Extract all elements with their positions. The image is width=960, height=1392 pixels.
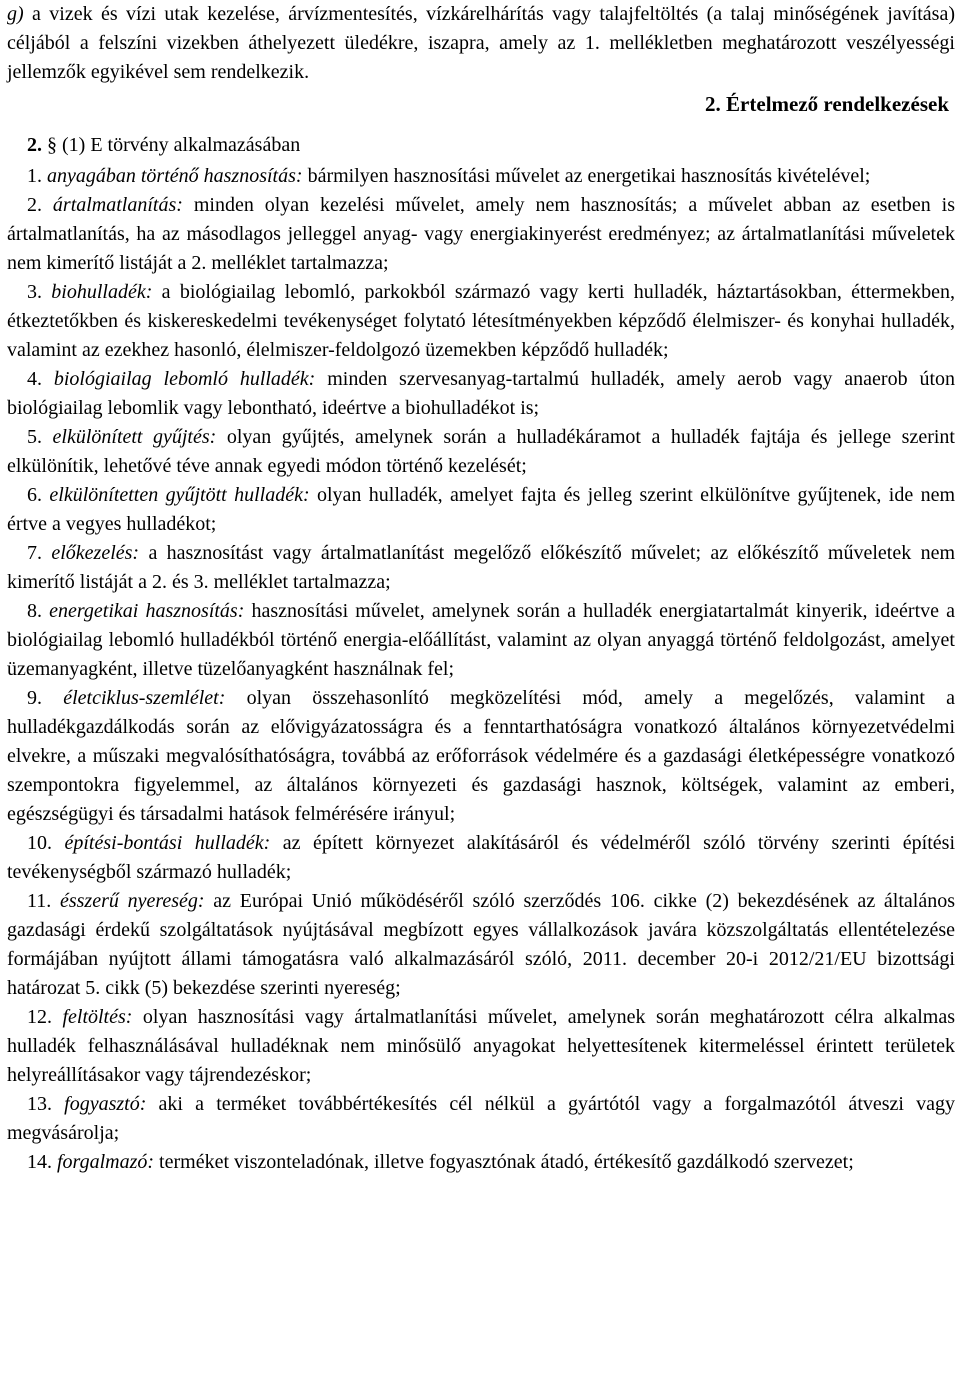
definition-term: elkülönítetten gyűjtött hulladék: bbox=[49, 484, 310, 506]
definition-term: előkezelés: bbox=[51, 542, 140, 564]
definition-item bbox=[7, 1148, 955, 1177]
section-heading bbox=[7, 131, 955, 160]
item-text: a vizek és vízi utak kezelése, árvízmentesítés, vízkárelhárítás vagy talajfeltöltés (a talaj minőségének javítása) céljából a felszíni vizekben áthelyezett üledékre, iszapra, amely az 1. mellékletben meghatározott veszélyességi jellemzők egyikével sem rendelkezik. bbox=[7, 3, 955, 83]
definition-text: a hasznosítást vagy ártalmatlanítást megelőző előkészítő művelet; az előkészítő műveletek nem kimerítő listáját a 2. és 3. melléklet tartalmazza; bbox=[7, 542, 955, 593]
definition-number: 9. bbox=[27, 687, 42, 709]
definition-item bbox=[7, 481, 955, 539]
definition-item bbox=[7, 829, 955, 887]
definition-text: aki a terméket továbbértékesítés cél nélkül a gyártótól vagy a forgalmazótól átveszi vagy megvásárolja; bbox=[7, 1093, 956, 1144]
definition-text: a biológiailag lebomló, parkokból származó vagy kerti hulladék, háztartásokban, éttermekben, étkeztetőkben és kiskereskedelmi tevékenységet folytató létesítményekben képződő élelmiszer- és konyhai hulladék, valamint az ezekhez hasonló, élelmiszer-feldolgozó üzemekben képződő hulladék; bbox=[7, 281, 955, 361]
definition-term: energetikai hasznosítás: bbox=[49, 600, 245, 622]
chapter-title: 2. Értelmező rendelkezések bbox=[705, 92, 949, 116]
definition-number: 11. bbox=[27, 890, 52, 912]
definition-number: 7. bbox=[27, 542, 42, 564]
definition-text: minden olyan kezelési művelet, amely nem hasznosítás; a művelet abban az esetben is ártalmatlanítás, ha az másodlagos jelleggel anyag- vagy energiakinyerést eredményez; az ártalmatlanítási műveletek nem kimerítő listáját a 2. melléklet tartalmazza; bbox=[7, 194, 955, 274]
definition-number: 10. bbox=[27, 832, 52, 854]
definition-item bbox=[7, 1090, 955, 1148]
definition-item bbox=[7, 597, 955, 684]
definition-term: ésszerű nyereség: bbox=[59, 890, 205, 912]
definition-text: olyan hulladék, amelyet fajta és jelleg szerint elkülönítve gyűjtenek, ide nem értve a vegyes hulladékot; bbox=[7, 484, 956, 535]
definition-item bbox=[7, 365, 955, 423]
item-label: g) bbox=[7, 3, 24, 25]
section-text: (1) E törvény alkalmazásában bbox=[57, 134, 301, 156]
definition-number: 1. bbox=[27, 165, 42, 187]
section-number: 2. bbox=[27, 134, 42, 156]
definition-text: terméket viszonteladónak, illetve fogyasztónak átadó, értékesítő gazdálkodó szervezet; bbox=[154, 1151, 854, 1173]
definition-text: olyan összehasonlító megközelítési mód, amely a megelőzés, valamint a hulladékgazdálkodás során az elővigyázatosságra és a fenntarthatóságra vonatkozó általános környezetvédelmi elvekre, a műszaki megvalósíthatóságra, továbbá az erőforrások védelmére és a gazdasági életképességre vonatkozó szempontokra figyelemmel, az általános környezeti és gazdasági hasznok, költségek, valamint az emberi, egészségügyi és társadalmi hatások felmérésére irányul; bbox=[7, 687, 955, 825]
definition-number: 2. bbox=[27, 194, 42, 216]
definition-item bbox=[7, 1003, 955, 1090]
definition-term: forgalmazó: bbox=[57, 1151, 155, 1173]
definition-term: anyagában történő hasznosítás: bbox=[47, 165, 303, 187]
definition-number: 13. bbox=[27, 1093, 52, 1115]
definition-term: biohulladék: bbox=[51, 281, 153, 303]
definition-term: fogyasztó: bbox=[64, 1093, 147, 1115]
definition-item bbox=[7, 423, 955, 481]
definition-item bbox=[7, 191, 955, 278]
definition-number: 14. bbox=[27, 1151, 52, 1173]
definition-number: 3. bbox=[27, 281, 42, 303]
definition-item bbox=[7, 539, 955, 597]
definition-number: 5. bbox=[27, 426, 42, 448]
definition-text: az Európai Unió működéséről szóló szerződés 106. cikke (2) bekezdésének az általános gazdasági érdekű szolgáltatások nyújtásával megbízott egyes vállalkozások javára közszolgáltatás ellentételezése formájában nyújtott állami támogatásra való alkalmazásáról szóló, 2011. december 20-i 2012/21/EU bizottsági határozat 5. cikk (5) bekezdése szerinti nyereség; bbox=[7, 890, 955, 999]
definition-term: ártalmatlanítás: bbox=[52, 194, 183, 216]
definition-text: olyan hasznosítási vagy ártalmatlanítási művelet, amelynek során meghatározott célra alkalmas hulladék felhasználásával hulladéknak nem minősülő anyagokat helyettesítenek kitermeléssel érintett területek helyreállításakor vagy tájrendezéskor; bbox=[7, 1006, 955, 1086]
definition-term: életciklus-szemlélet: bbox=[63, 687, 226, 709]
definition-term: elkülönített gyűjtés: bbox=[52, 426, 217, 448]
definition-term: feltöltés: bbox=[62, 1006, 133, 1028]
definition-text: bármilyen hasznosítási művelet az energetikai hasznosítás kivételével; bbox=[302, 165, 871, 187]
definition-number: 8. bbox=[27, 600, 42, 622]
definition-item bbox=[7, 684, 955, 829]
definition-term: építési-bontási hulladék: bbox=[64, 832, 271, 854]
definition-item bbox=[7, 162, 955, 191]
section-symbol: § bbox=[47, 134, 57, 156]
definition-item bbox=[7, 887, 955, 1003]
continuation-paragraph bbox=[7, 0, 955, 87]
definition-text: olyan gyűjtés, amelynek során a hulladékáramot a hulladék fajtája és jellege szerint elkülönítik, lehetővé téve annak egyedi módon történő kezelését; bbox=[7, 426, 955, 477]
definition-text: minden szervesanyag-tartalmú hulladék, amely aerob vagy anaerob úton biológiailag lebomlik vagy lebontható, ideértve a biohulladékot is; bbox=[7, 368, 956, 419]
definition-text: az épített környezet alakításáról és védelméről szóló törvény szerinti építési tevékenységből származó hulladék; bbox=[7, 832, 956, 883]
definition-term: biológiailag lebomló hulladék: bbox=[53, 368, 316, 390]
definition-number: 6. bbox=[27, 484, 42, 506]
definition-number: 4. bbox=[27, 368, 42, 390]
definition-list bbox=[7, 162, 955, 1177]
definition-item bbox=[7, 278, 955, 365]
definition-text: hasznosítási művelet, amelynek során a hulladék energiatartalmát kinyerik, ideértve a biológiailag lebomló hulladékból történő energia-előállítást, valamint az olyan anyaggá történő feldolgozást, amelyet üzemanyagként, illetve tüzelőanyagként használnak fel; bbox=[7, 600, 955, 680]
definition-number: 12. bbox=[27, 1006, 52, 1028]
